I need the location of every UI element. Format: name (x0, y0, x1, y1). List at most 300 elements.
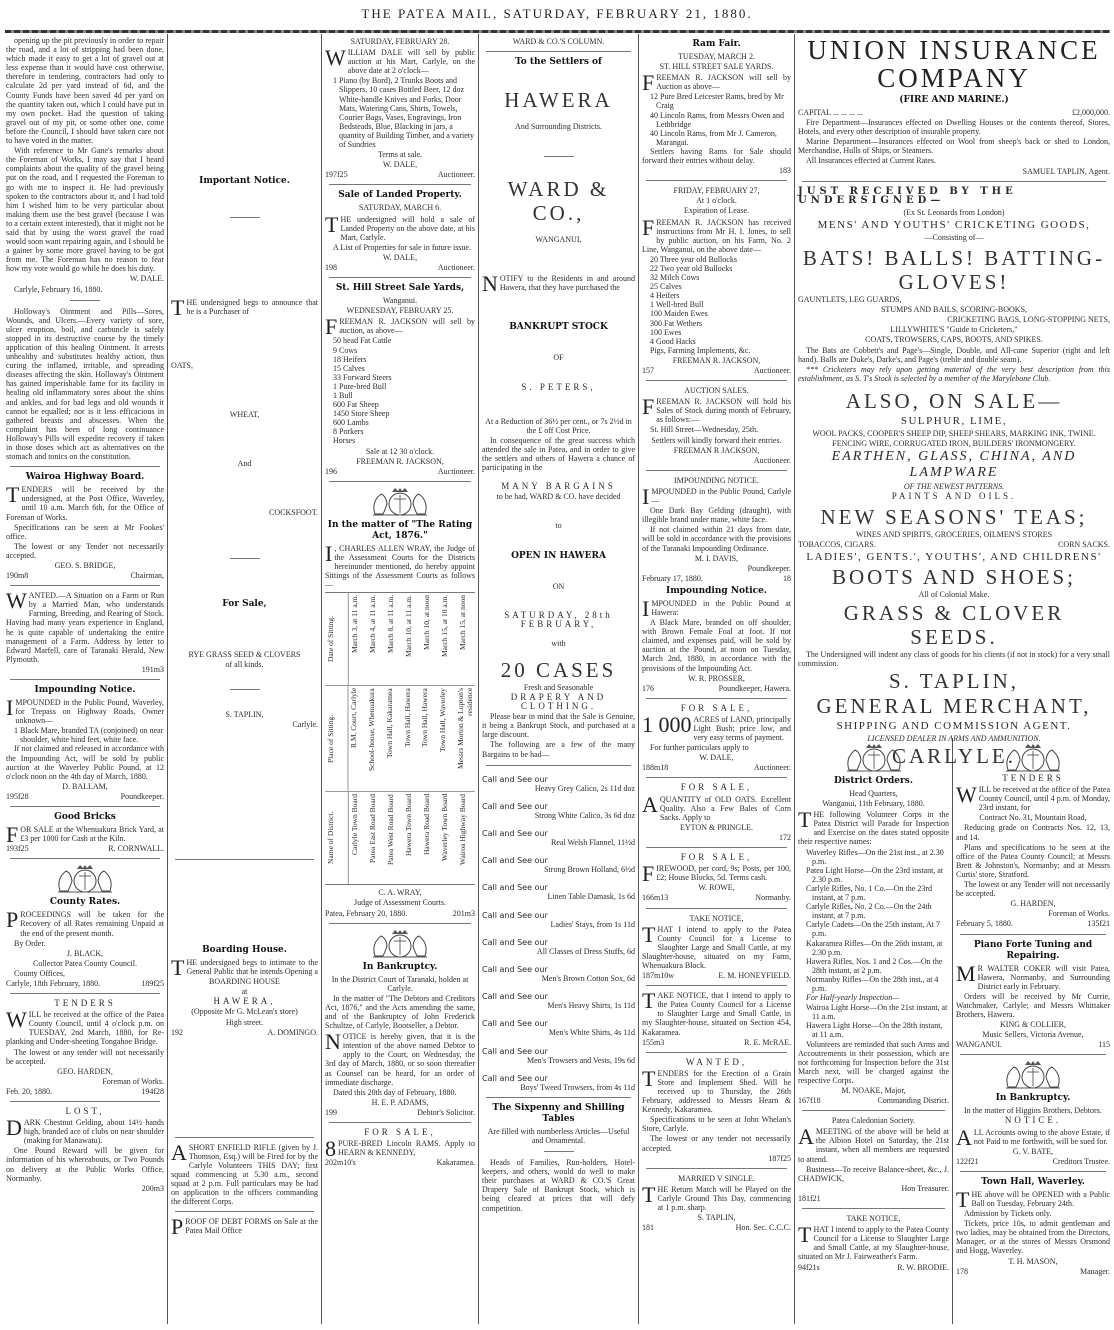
drop-cap-letter: I (642, 595, 650, 621)
paragraph: In consequence of the great success which attended the sale in Patea, and in order to give the settlers and others of Hawera a chance of participating in the (482, 435, 635, 473)
paragraph: The lowest or any tender will not necessarily be accepted. (6, 1047, 164, 1066)
paragraph: The following are a few of the many Bargains to be had— (482, 740, 635, 759)
taplin-advertisement (798, 35, 1110, 768)
paragraph-text: HE Return Match will be Played on the Carlyle Ground This Day, commencing at 1 p.m. sharp. (657, 1184, 791, 1213)
list-item: 600 Fat Sheep (333, 400, 379, 410)
reference-number: 167f18 (798, 1096, 821, 1106)
banner-heading: JUST RECEIVED BY THE UNDERSIGNED— (798, 185, 1017, 206)
table-cell: Hawera Road Board (421, 794, 431, 856)
reference-number: 192 (171, 1027, 183, 1037)
large-display-line: GRASS & CLOVER SEEDS. (843, 600, 1065, 649)
drop-cap-letter: F (642, 861, 655, 887)
divider-rule (646, 180, 787, 181)
paragraph-text: LL Accounts owing to the above Estate, if not Paid to me forthwith, will be sued for. (973, 1127, 1110, 1146)
call-and-see-label: Call and See our (482, 883, 548, 893)
reference-number: 195f28 (6, 791, 29, 801)
ad-heading: In the matter of "The Rating Act, 1876." (327, 519, 473, 541)
ad-heading: District Orders. (834, 776, 913, 786)
paragraph-text: HAT I intend to apply to the Patea County Council for a License to Slaughter Large and Small Cattle, at my Slaughter-house, situated on Mr J. Fairweather's Farm. (798, 1225, 949, 1262)
centered-line: to (555, 521, 562, 531)
company-title: UNION INSURANCE COMPANY (807, 35, 1101, 93)
drop-cap-letter: A (642, 791, 658, 817)
table-cell: March 3, at 11 a.m. (349, 595, 359, 654)
centered-line: High street. (225, 1017, 264, 1027)
paragraph-text: HE undersigned begs to announce that he is a Purchaser of (186, 298, 318, 317)
signature-line: SAMUEL TAPLIN, Agent. (1022, 166, 1110, 176)
centered-line: M. NOAKE, Major, (841, 1086, 906, 1095)
reference-number: 181 (642, 1223, 654, 1233)
table-column-0 (325, 792, 475, 884)
signature-line: 200m3 (141, 1183, 164, 1193)
reference-number: 122f21 (956, 1156, 979, 1166)
large-display-line: BATS! BALLS! BATTING-GLOVES! (802, 246, 1106, 295)
divider-rule (646, 908, 787, 909)
signature-line: Foreman of Works. (1048, 909, 1110, 919)
paragraph: Holloway's Ointment and Pills—Sores, Wounds, and Ulcers.—Every variety of sore, ulcer eruption, boil, and carbuncle is safely stopped in its destructive course by the timely application of this healing Ointment. It arrests unhealthy and substitutes healthy action, thus curing the inflamed, irritable, and spreading diseases affecting the skin. Holloway's Ointment has gained imperishable fame for its facility in healing old inflammatory sores about the shins and ankles, and for bad legs and old wounds it cannot be equalled; nor is it less efficacious in gathered breasts and abscesses. When the complaint has been of long continuance Holloway's Pills will expedite recovery if taken in those doses which act as alternatives on the stomach and tonics on the constitution. (6, 306, 164, 462)
reference-number: 190m8 (6, 571, 29, 581)
centered-line: with (551, 638, 566, 648)
drop-cap-paragraph (956, 960, 1110, 991)
bargain-price: Strong White Calico, 3s 6d doz (534, 810, 635, 820)
signatory: Debtor's Solicitor. (417, 1107, 475, 1117)
drop-cap-paragraph (171, 1214, 318, 1240)
royal-arms-crest-icon (365, 929, 435, 959)
signature-line: CRICKETING BAGS, LONG-STOPPING NETS, (947, 315, 1110, 325)
large-display-line: NEW SEASONS' TEAS; (820, 505, 1088, 530)
centered-line: All of Colonial Make. (918, 590, 990, 600)
drop-cap-letter: F (642, 70, 655, 96)
divider-rule (10, 858, 160, 859)
centered-line: T. H. MASON, (1008, 1256, 1058, 1266)
table-header: Name of District. (325, 792, 349, 884)
reference-number: 155m3 (642, 1037, 665, 1047)
signature-row (325, 467, 475, 476)
signature-row (6, 844, 164, 853)
drop-cap-letter: W (6, 1007, 27, 1033)
signatory: Commanding District. (877, 1096, 949, 1106)
bargain-price: Ladies' Stays, from 1s 11d (550, 919, 635, 929)
divider-rule (10, 993, 160, 994)
ad-heading: The Sixpenny and Shilling Tables (492, 1102, 625, 1124)
call-and-see-label: Call and See our (482, 1073, 548, 1083)
reference-number: February 5, 1880. (956, 919, 1013, 929)
paragraph: Volunteers are reminded that such Arms and Accoutrements in their possession, which are not forthcoming for Inspection before the 31st March next, will be charged against the respective Corps. (798, 1039, 949, 1085)
ad-heading: In Bankruptcy. (362, 961, 438, 972)
signature-row (956, 1267, 1110, 1276)
drop-cap-paragraph (642, 394, 791, 425)
paragraph: If not claimed and released in accordance with the Impounding Act, will be sold by public auction at the Waverley Public Pound, at 12 o'clock noon on the 4th day of March, 1880. (6, 744, 164, 781)
signature-row (171, 1028, 318, 1037)
signature-row (325, 1108, 475, 1117)
ad-heading: Sale of Landed Property. (338, 190, 462, 201)
list-item: 18 Heifers (333, 354, 367, 364)
drop-cap-letter: N (325, 1029, 341, 1055)
table-cell: Patea West Road Board (385, 794, 395, 866)
centered-line: GEO. S. BRIDGE, (54, 560, 116, 570)
divider-rule (230, 217, 260, 218)
drop-cap-letter: T (171, 954, 185, 980)
call-and-see-label: Call and See our (482, 1019, 548, 1029)
drop-cap-paragraph (956, 1124, 1110, 1150)
paragraph-text: HAT I intend to apply to the Patea County Council for a License to Slaughter Large and Small Cattle, at my Slaughter-house, situated on my Farm, Whenuakura Block. (642, 924, 791, 970)
table-cell: Messrs Morton & Lupton's residence (455, 688, 474, 770)
paragraph-text: REEMAN R. JACKSON will hold his Sales of Stock during month of February, as follows:— (656, 397, 791, 425)
drop-cap-letter: I (325, 540, 333, 566)
drop-cap-paragraph (325, 45, 475, 76)
centered-line: Wanganui, 11th February, 1880. (822, 799, 925, 809)
signatory: Auctioneer. (437, 262, 475, 272)
large-display-line: WARD & CO., (507, 177, 610, 226)
italic-paragraph: For Half-yearly Inspection— (806, 993, 900, 1003)
list-item: 40 Lincoln Rams, from Mr J. Cameron, Marangai. (650, 128, 777, 147)
paragraph: If not claimed within 21 days from date, will be sold in accordance with the provisions of the Taranaki Impounding Ordinance. (642, 525, 791, 553)
bargain-price: All Classes of Dress Stuffs, 6d (536, 946, 635, 956)
drop-cap-paragraph (642, 861, 791, 887)
divider-rule (230, 689, 260, 690)
drop-cap-letter: W (956, 782, 977, 808)
divider-rule (486, 765, 631, 766)
list-item: 25 Calves (650, 282, 682, 292)
paragraph: Plans and specifications to be seen at the office of the Patea County Council; at Messrs Brett & Johnston's, Normanby; and at Messrs Curtis' store, Stratford. (956, 842, 1110, 879)
ad-heading: To the Settlers of (515, 57, 602, 68)
signatory: Poundkeeper, Hawera. (718, 683, 791, 693)
centered-line: to be had, WARD & CO. have decided (496, 492, 621, 502)
drop-cap-letter: T (642, 1181, 656, 1207)
list-item: 4 Heifers (650, 291, 680, 301)
column-2 (171, 36, 318, 1326)
signature-line: Carlyle. (292, 719, 318, 729)
paragraph: Business—To receive Balance-sheet, &c., J. CHADWICK, (798, 1164, 949, 1183)
signature-row (6, 979, 164, 988)
reference-number: 178 (956, 1266, 968, 1276)
paragraph-text: ROOF OF DEBT FORMS on Sale at the Patea Mail Office (185, 1217, 318, 1236)
signatory: Kakaramea. (436, 1158, 475, 1168)
list-item: 100 Ewes (650, 327, 682, 337)
centered-line: Settlers will kindly forward their entries. (651, 435, 782, 445)
paragraph: The lowest or any Tender will not necessarily be accepted. (956, 880, 1110, 899)
ad-heading: Ram Fair. (692, 39, 741, 49)
signatory: Auctioneer. (437, 170, 475, 180)
centered-line: Fresh and Seasonable (523, 682, 594, 692)
divider-rule (802, 1110, 945, 1111)
list-item: 15 Calves (333, 363, 365, 373)
centered-line: W. R. PROSSER, (688, 673, 745, 683)
centered-line: STUMPS AND BAILS, SCORING-BOOKS, (880, 305, 1028, 315)
column-divider (638, 34, 639, 1324)
signature-row (6, 571, 164, 580)
reference-number: 176 (642, 683, 654, 693)
table-column-2 (325, 593, 475, 686)
centered-line: And (237, 459, 252, 469)
centered-line: C. A. WRAY, (378, 888, 422, 898)
list-item: Carlyle Rifles, No. 2 Co.—On the 24th instant, at 7 p.m. (806, 902, 932, 921)
ad-heading: Wairoa Highway Board. (25, 472, 145, 483)
paragraph: One Pound Reward will be given for information of his whereabouts, or Two Pounds on delivery at the Public Works Office, Normanby. (6, 1146, 164, 1183)
centered-line: J. BLACK, (66, 948, 104, 958)
table-cell: March 10, at 11 a.m. (403, 595, 413, 658)
table-header: Date of Sitting. (325, 593, 349, 685)
signature-row (798, 1263, 949, 1272)
signatory: Chairman, (130, 571, 164, 581)
bargain-price: Linen Table Damask, 1s 6d (547, 892, 635, 902)
centered-line: At a Reduction of 36½ per cent., or 7s 2½d in the £ off Cost Price. (485, 416, 632, 435)
bargain-item (482, 965, 635, 983)
large-display-line: GENERAL MERCHANT, (816, 693, 1092, 718)
drop-cap-letter: T (956, 1186, 970, 1212)
ad-heading: Good Bricks (54, 812, 116, 823)
divider-rule (646, 1168, 787, 1169)
call-and-see-label: Call and See our (482, 856, 548, 866)
drop-cap-letter: F (6, 822, 19, 848)
drop-cap-letter: F (642, 394, 655, 420)
table-cell: Waverley Town Board (439, 794, 449, 862)
list-item: Hawera Light Horse—On the 28th instant, at 11 a.m. (806, 1021, 943, 1040)
divider-rule (329, 481, 471, 482)
paragraph-text: QUANTITY of OLD OATS. Excellent Quality. Also a Few Bales of Corn Sacks. Apply to (659, 794, 791, 822)
drop-cap-paragraph (642, 1181, 791, 1213)
paragraph: The lowest or any Tender not necessarily accepted. (6, 541, 164, 560)
centered-line: —Consisting of— (924, 232, 984, 242)
reference-number: 198 (325, 262, 337, 272)
divider-rule (960, 1171, 1106, 1172)
reference-number: 188m18 (642, 763, 669, 773)
table-cell: March 8, at 11 a.m. (385, 595, 395, 654)
bargain-price: Strong Brown Holland, 6½d (544, 865, 635, 875)
table-cell: Town Hall, Hawera (402, 688, 412, 748)
signature-line: Hon Treasurer. (901, 1183, 949, 1193)
drop-cap-paragraph (325, 1029, 475, 1087)
bargain-price: Men's Brown Cotton Sox, 6d (541, 974, 635, 984)
centered-line: ST. HILL STREET SALE YARDS. (659, 62, 774, 72)
bargain-price: Heavy Grey Calico, 2s 11d doz (534, 783, 635, 793)
reference-number: WANGANUI. (956, 1040, 1002, 1050)
ad-heading: BANKRUPT STOCK (509, 322, 608, 333)
list-item: 1 Piano (by Bord), 2 Trunks Boots and Slippers, 10 cases Bottled Beer, 12 doz White-handle Knives and Forks, Door Mats, Watering Cans, Shirts, Towels, Courier Bags, Vases, Engravings, Iron Bedsteads, Blue, Blacking in jars, a quantity of Building Timber, and a variety of Sundries (333, 76, 474, 150)
centered-line: MARRIED V SINGLE. (678, 1173, 755, 1183)
column-divider (478, 34, 479, 1324)
signature-line: 191m3 (141, 664, 164, 674)
table-cell: Carlyle Town Board (349, 794, 359, 856)
centered-line: BOARDING HOUSE (209, 977, 280, 987)
signature-row (642, 366, 791, 375)
table-cell: Wairoa Highway Board (458, 794, 468, 866)
list-item: 4 Good Hacks (650, 336, 696, 346)
royal-arms-crest-icon (365, 487, 435, 517)
paragraph: Dated this 20th day of February, 1880. (333, 1087, 457, 1097)
paragraph-text: MPOUNDED in the Public Pound, Waverley, for Trepass on Highway Roads. Owner unknown— (15, 698, 164, 726)
list-item: Pigs, Farming Implements, &c. (650, 345, 751, 355)
signatory: 201m3 (452, 908, 475, 918)
paragraph: Fire Department—Insurances effected on Dwelling Houses or the contents thereof, Stores, Hotels, and every other description of insurable property. (798, 118, 1110, 137)
centered-line: D. BALLAM, (62, 781, 108, 791)
ad-heading: (FIRE AND MARINE.) (899, 95, 1009, 105)
italic-display-line: EARTHEN, GLASS, CHINA, AND LAMPWARE (831, 449, 1077, 481)
paragraph-text: , CHARLES ALLEN WRAY, the Judge of the Assessment Courts for the Districts hereinunder mentioned, do hereby appoint Sittings of the Assessment Courts as follows— (325, 543, 475, 590)
divider-rule (646, 1052, 787, 1053)
list-item: 1 Bull (333, 391, 353, 400)
paragraph-text: ROCEEDINGS will be taken for the Recovery of all Rates remaining Unpaid at the end of the present month. (20, 910, 164, 938)
drop-cap-paragraph (6, 907, 164, 938)
divider-rule (10, 1101, 160, 1102)
paragraph: Specifications can be seen at Mr Fookes' office. (6, 522, 164, 541)
paragraph-text: ILLIAM DALE will sell by public auction at his Mart, Carlyle, on the above date at 2 o'clock— (347, 48, 475, 76)
signature-row (642, 574, 791, 583)
drop-cap-paragraph (6, 1007, 164, 1047)
signatory: Auctioneer. (753, 366, 791, 375)
paragraph: By Order. (14, 938, 46, 948)
centered-line: Are filled with numberless Articles—Useful and Ornamental. (487, 1126, 630, 1145)
divider-rule (960, 1054, 1106, 1055)
italic-line: LICENSED DEALER IN ARMS AND AMMUNITION. (867, 733, 1041, 743)
drop-cap-letter: M (956, 960, 976, 986)
left-line: OATS, (171, 361, 194, 371)
call-and-see-label: Call and See our (482, 937, 548, 947)
paragraph-text: PURE-BRED Lincoln RAMS. Apply to HEARN & KENNEDY, (338, 1139, 475, 1158)
paragraph-text: R WALTER COKER will visit Patea, Hawera, Normanby, and Surrounding District early in February. (977, 963, 1110, 991)
drop-cap-paragraph (642, 214, 791, 254)
centered-line: FREEMAN R. JACKSON, (672, 355, 761, 365)
ad-heading: Impounding Notice. (34, 685, 136, 695)
centered-line: WANGANUI, (535, 235, 582, 245)
list-item: 12 Pure Bred Leicester Rams, bred by Mr Craig (650, 92, 784, 111)
reference-number: Carlyle, 18th February, 1880. (6, 978, 101, 988)
reference-number: Patea, February 20, 1880. (325, 908, 408, 918)
drop-cap-paragraph (642, 1065, 791, 1115)
signature-row (642, 893, 791, 902)
drop-cap-letter: P (6, 907, 19, 933)
display-line: MENS' AND YOUTHS' CRICKETING GOODS, (817, 218, 1091, 231)
paragraph-text: MPOUNDED in the Public Pound, Carlyle— (651, 486, 791, 506)
centered-line: G. V. BATE, (1012, 1146, 1054, 1156)
drop-cap-paragraph (6, 1115, 164, 1146)
bargain-item (482, 883, 635, 901)
divider-rule (329, 184, 471, 185)
list-item: Carlyle Cadets—On the 25th instant, At 7 p.m. (806, 920, 940, 939)
list-item: 20 Three year old Bullocks (650, 254, 737, 264)
left-line: 181f21 (798, 1193, 821, 1203)
paragraph-text: HE undersigned begs to intimate to the General Public that he intends Opening a (186, 957, 318, 977)
centered-line: W. DALE, (699, 753, 734, 763)
divider-rule (230, 558, 260, 559)
large-display-line: BOOTS AND SHOES; (831, 565, 1077, 590)
paragraph-text: MEETING of the above will be held at the Albion Hotel on Saturday, the 21st instant, when all members are requested to attend. (798, 1127, 949, 1164)
signature-row (325, 909, 475, 918)
centered-line: Expiration of Lease. (683, 206, 750, 216)
centered-line: WARD & CO.'S COLUMN. (512, 37, 605, 46)
centered-line: AUCTION SALES. (684, 386, 749, 396)
paragraph: Specifications to be seen at John Whelan's Store, Carlyle. (642, 1115, 791, 1134)
paragraph-text: OTICE is hereby given, that it is the intention of the above named Debtor to apply to the Court, on Wednesday, the 3rd day of March, 1880, or so soon thereafter as Counsel can be heard, for an order of immediate discharge. (325, 1032, 475, 1087)
spaced-line: SATURDAY, 28th FEBRUARY, (504, 609, 613, 629)
paragraph-text: HE following Volunteer Corps in the Patea District will Parade for Inspection and Exercise on the dates stated opposite their respective names: (798, 810, 949, 847)
drop-cap-letter: 8 (325, 1136, 336, 1162)
royal-arms-crest-icon (839, 743, 909, 773)
signature-row (956, 1040, 1110, 1049)
signatory: CORN SACKS. (1057, 540, 1110, 550)
divider-rule (329, 277, 471, 278)
drop-cap-paragraph (956, 782, 1110, 813)
bargain-item (482, 802, 635, 820)
table-cell: R.M. Court, Carlyle (349, 688, 359, 749)
reference-number: 157 (642, 366, 654, 375)
column-6b (956, 740, 1110, 1326)
drop-cap-letter: W (6, 588, 27, 614)
centered-line: WOOL PACKS, COOPER'S SHEEP DIP, SHEEP SHEARS, MARKING INK, TWINE. (812, 428, 1096, 438)
centered-line: Head Quarters, (849, 789, 898, 798)
list-item: 22 Two year old Bullocks (650, 263, 733, 273)
drop-cap-letter: T (798, 1222, 812, 1248)
centered-line: W. DALE, (382, 252, 418, 262)
divider-rule (486, 51, 631, 52)
paragraph: All Insurances effected at Current Rates. (806, 156, 937, 166)
spaced-line: FOR SALE, (680, 852, 753, 863)
divider-rule (646, 380, 787, 381)
divider-rule (10, 679, 160, 680)
signatory: Manager. (1080, 1266, 1110, 1276)
centered-line: FREEMAN R JACKSON, (673, 445, 760, 455)
paragraph: Tickets, price 10s, to admit gentleman and two ladies, may be obtained from the Directors, Manager, or at the stores of Messrs Orsmond and Hogg, Waverley. (956, 1219, 1110, 1256)
drop-cap-letter: T (325, 211, 339, 237)
list-item: 1 Pure-bred Bull (333, 381, 387, 391)
column-3 (325, 36, 475, 1326)
reference-number: February 17, 1880. (642, 573, 703, 583)
centered-line: EYTON & PRINGLE. (680, 822, 753, 832)
signatory: £2,000,000. (1072, 108, 1110, 117)
drop-cap-letter: N (482, 271, 498, 297)
divider-rule (802, 181, 1106, 182)
spaced-line: HAWERA, (213, 996, 276, 1007)
drop-cap-letter: T (171, 295, 185, 320)
paragraph: Heads of Families, Run-holders, Hotel-keepers, and others, would do well to make their purchases at WARD & CO.'S Great Drapery Sale of Bankrupt Stock, which is being cleared at prices that will defy competition. (482, 1158, 635, 1213)
call-and-see-label: Call and See our (482, 829, 548, 838)
paragraph: St. Hill Street—Wednesday, 25th. (650, 425, 759, 435)
signatory: Normanby. (755, 893, 791, 903)
list-item: Horses (333, 436, 356, 446)
divider-rule (486, 1097, 631, 1098)
paragraph: opening up the pit previously in order to repair the road, and a lot of stripping had been done, which made it easy to get a lot of gravel out at less expense than it would have cost otherwise, therefore in tendering, contractors had only to calculate 2d per yard instead of 6d, and the County Funds have been saved 4d per yard on the quantity taken out, which I could have put in my own pocket. Had the question of taking gravel out of my pit, or some other one, come before the Council, I should have taken care not to have voted in the matter. (6, 36, 164, 146)
list-item: 8 Porkers (333, 427, 364, 437)
centered-line: TAKE NOTICE, (846, 1214, 901, 1224)
list-item: 100 Maiden Ewes (650, 309, 708, 319)
drop-cap-letter: 1 000 (642, 711, 692, 737)
masthead-rule (5, 30, 1110, 33)
bargain-item (482, 775, 635, 793)
centered-line: FENCING WIRE, CORRUGATED IRON, BUILDERS' IRONMONGERY. (832, 438, 1076, 448)
list-item: Waverley Rifles—On the 21st inst., at 2.30 p.m. (806, 847, 944, 866)
drop-cap-paragraph (6, 822, 164, 848)
drop-cap-letter: A (956, 1124, 972, 1150)
table-cell: March 10, at noon (421, 595, 431, 651)
bargain-price: Men's White Shirts, 4s 11d (548, 1028, 635, 1038)
signatory: Creditors Trustee. (1052, 1156, 1110, 1166)
ad-heading: Town Hall, Waverley. (981, 1176, 1085, 1187)
list-item: 600 Lambs (333, 418, 369, 428)
column-4-ward-co (482, 36, 635, 1326)
centered-line: at (241, 987, 248, 997)
reference-number: TOBACCOS, CIGARS. (798, 540, 876, 550)
signatory: Auctioneer. (753, 763, 791, 773)
bargain-item (482, 911, 635, 929)
ad-heading: St. Hill Street Sale Yards, (335, 283, 465, 294)
divider-rule (329, 923, 471, 924)
divider-rule (646, 847, 787, 848)
centered-line: WINES AND SPIRITS, GROCERIES, OILMEN'S STORES (855, 530, 1053, 540)
list-item: 300 Fat Wethers (650, 318, 703, 328)
reference-number: 187m10w (642, 971, 674, 981)
drop-cap-paragraph (642, 483, 791, 509)
table-cell: Town Hall, Hawera (420, 688, 430, 748)
ad-heading: OPEN IN HAWERA (511, 550, 606, 561)
